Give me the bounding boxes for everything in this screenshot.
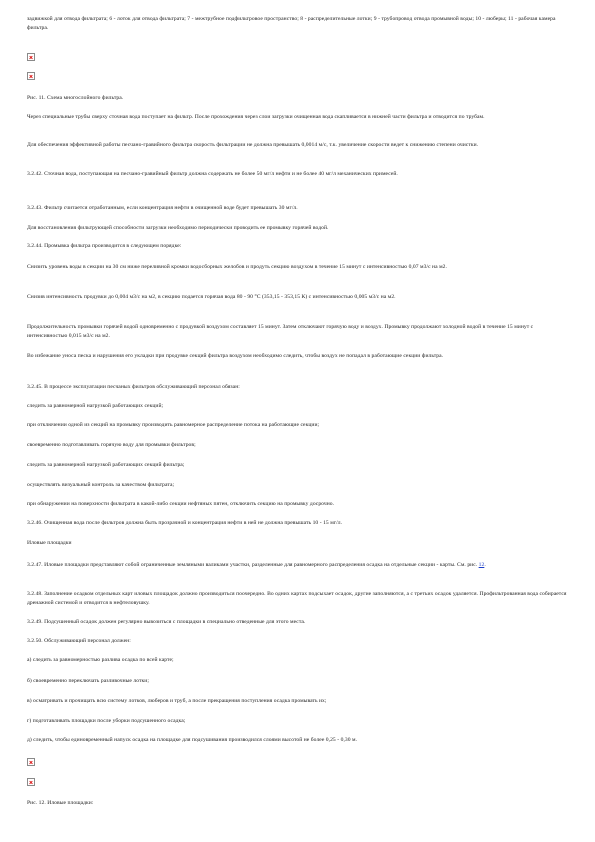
figure-12-link[interactable]: 12 bbox=[478, 562, 485, 568]
paragraph-3-2-49: 3.2.49. Подсушенный осадок должен регулярно вывозиться с площадки в специально отведенные для этого места. bbox=[27, 619, 306, 625]
figure-11-caption: Рис. 11. Схема многослойного фильтра. bbox=[27, 95, 124, 101]
duty-item: своевременно подготавливать горячую воду для промывки фильтров; bbox=[27, 442, 196, 448]
paragraph-sand-loss-prevention: Во избежание уноса песка и нарушения его укладки при продувке секций фильтра воздухом необходимо следить, чтобы воздух не попадал в работающие секции фильтра. bbox=[27, 353, 444, 359]
duty-item: осуществлять визуальный контроль за качеством фильтрата; bbox=[27, 482, 175, 488]
paragraph-wash-duration: Продолжительность промывки горячей водой одновременно с продувкой воздухом составляет 15 минут. Затем отключают горячую воду и воздух. Промывку продолжают холодной водой в течение 15 минут с интенсивностью 0,015 м3/с на м2. bbox=[27, 324, 534, 339]
paragraph-restore-filter: Для восстановления фильтрующей способности загрузки необходимо периодически проводить ее промывку горячей водой. bbox=[27, 225, 329, 231]
paragraph-filtration-speed: Для обеспечения эффективной работы песчано-гравийного фильтра скорость фильтрации не должна превышать 0,0014 м/с, т.к. увеличение скорости ведет к снижению степени очистки. bbox=[27, 142, 479, 148]
broken-image-icon bbox=[27, 758, 35, 766]
paragraph-3-2-47-text: 3.2.47. Иловые площадки представляют собой ограниченные земляными валиками участки, разделенные для равномерного распределения осадка на отдельные секции - карты. См. рис. bbox=[27, 562, 479, 568]
section-heading-ilovye-ploshchadki: Иловые площадки bbox=[27, 540, 72, 546]
list-item-d: д) следить, чтобы единовременный напуск осадка на площадке для подсушивания производился слоями высотой не более 0,25 - 0,30 м. bbox=[27, 737, 358, 743]
list-item-a: а) следить за равномерностью разлива осадка по всей карте; bbox=[27, 657, 174, 663]
paragraph-3-2-47 bbox=[27, 561, 572, 570]
list-item-g: г) подготавливать площадки после уборки подсушенного осадка; bbox=[27, 718, 186, 724]
paragraph-3-2-46: 3.2.46. Очищенная вода после фильтров должна быть прозрачной и концентрация нефти в ней не должна превышать 10 - 15 мг/л. bbox=[27, 520, 343, 526]
paragraph-3-2-44: 3.2.44. Промывка фильтра производится в следующем порядке: bbox=[27, 243, 182, 249]
paragraph-hot-water-supply: Снизив интенсивность продувки до 0,004 м3/с на м2, в секцию подается горячая вода 80 - 90 °С (353,15 - 353,15 К) с интенсивностью 0,005 м3/с на м2. bbox=[27, 294, 396, 300]
duty-item: при отключении одной из секций на промывку производить равномерное распределение потока на работающие секции; bbox=[27, 422, 320, 428]
paragraph-3-2-48: 3.2.48. Заполнение осадком отдельных карт иловых площадок должно производиться поочередно. Во одних картах подсыхает осадок, другие заполняются, а с третьих осадок удаляется. Профильтрованная вода собирается дренажной системой и отводится в нефтеловушку. bbox=[27, 591, 567, 606]
figure-12-caption: Рис. 12. Иловые площадки: bbox=[27, 800, 94, 806]
paragraph-lower-water-level: Снизить уровень воды в секции на 30 см ниже переливной кромки водосборных желобов и продуть секцию воздухом в течение 15 минут с интенсивностью 0,07 м3/с на м2. bbox=[27, 264, 447, 270]
paragraph-3-2-47-end: . bbox=[484, 562, 486, 568]
broken-image-icon bbox=[27, 53, 35, 61]
duty-item: при обнаружении на поверхности фильтрата в какой-либо секции нефтяных пятен, отключить секцию на промывку досрочно. bbox=[27, 501, 335, 507]
paragraph-3-2-50: 3.2.50. Обслуживающий персонал должен: bbox=[27, 638, 131, 644]
paragraph-3-2-45: 3.2.45. В процессе эксплуатации песчаных фильтров обслуживающий персонал обязан: bbox=[27, 384, 240, 390]
duty-item: следить за равномерной нагрузкой работающих секций фильтра; bbox=[27, 462, 185, 468]
list-item-v: в) осматривать и прочищать всю систему лотков, люберов и труб, а после прекращения поступления осадка промывать их; bbox=[27, 698, 327, 704]
paragraph-fig11-legend-end: задвижкой для отвода фильтрата; 6 - лоток для отвода фильтрата; 7 - межтрубное подфильтровое пространство; 8 - распределительные лотки; 9 - трубопровод отвода промывной воды; 10 - люберы; 11 - рабочая камера фильтра. bbox=[27, 16, 556, 31]
broken-image-icon bbox=[27, 778, 35, 786]
list-item-b: б) своевременно переключать разливочные лотки; bbox=[27, 678, 149, 684]
broken-image-icon bbox=[27, 72, 35, 80]
paragraph-water-inflow: Через специальные трубы сверху сточная вода поступает на фильтр. После прохождения через слои загрузки очищенная вода скапливается в нижней части фильтра и отводится по трубам. bbox=[27, 114, 485, 120]
paragraph-3-2-43: 3.2.43. Фильтр считается отработанным, если концентрация нефти в очищенной воде будет превышать 30 мг/л. bbox=[27, 205, 298, 211]
duty-item: следить за равномерной нагрузкой работающих секций; bbox=[27, 403, 164, 409]
paragraph-3-2-42: 3.2.42. Сточная вода, поступающая на песчано-гравийный фильтр должна содержать не более 50 мг/л нефти и не более 40 мг/л механических примесей. bbox=[27, 171, 398, 177]
